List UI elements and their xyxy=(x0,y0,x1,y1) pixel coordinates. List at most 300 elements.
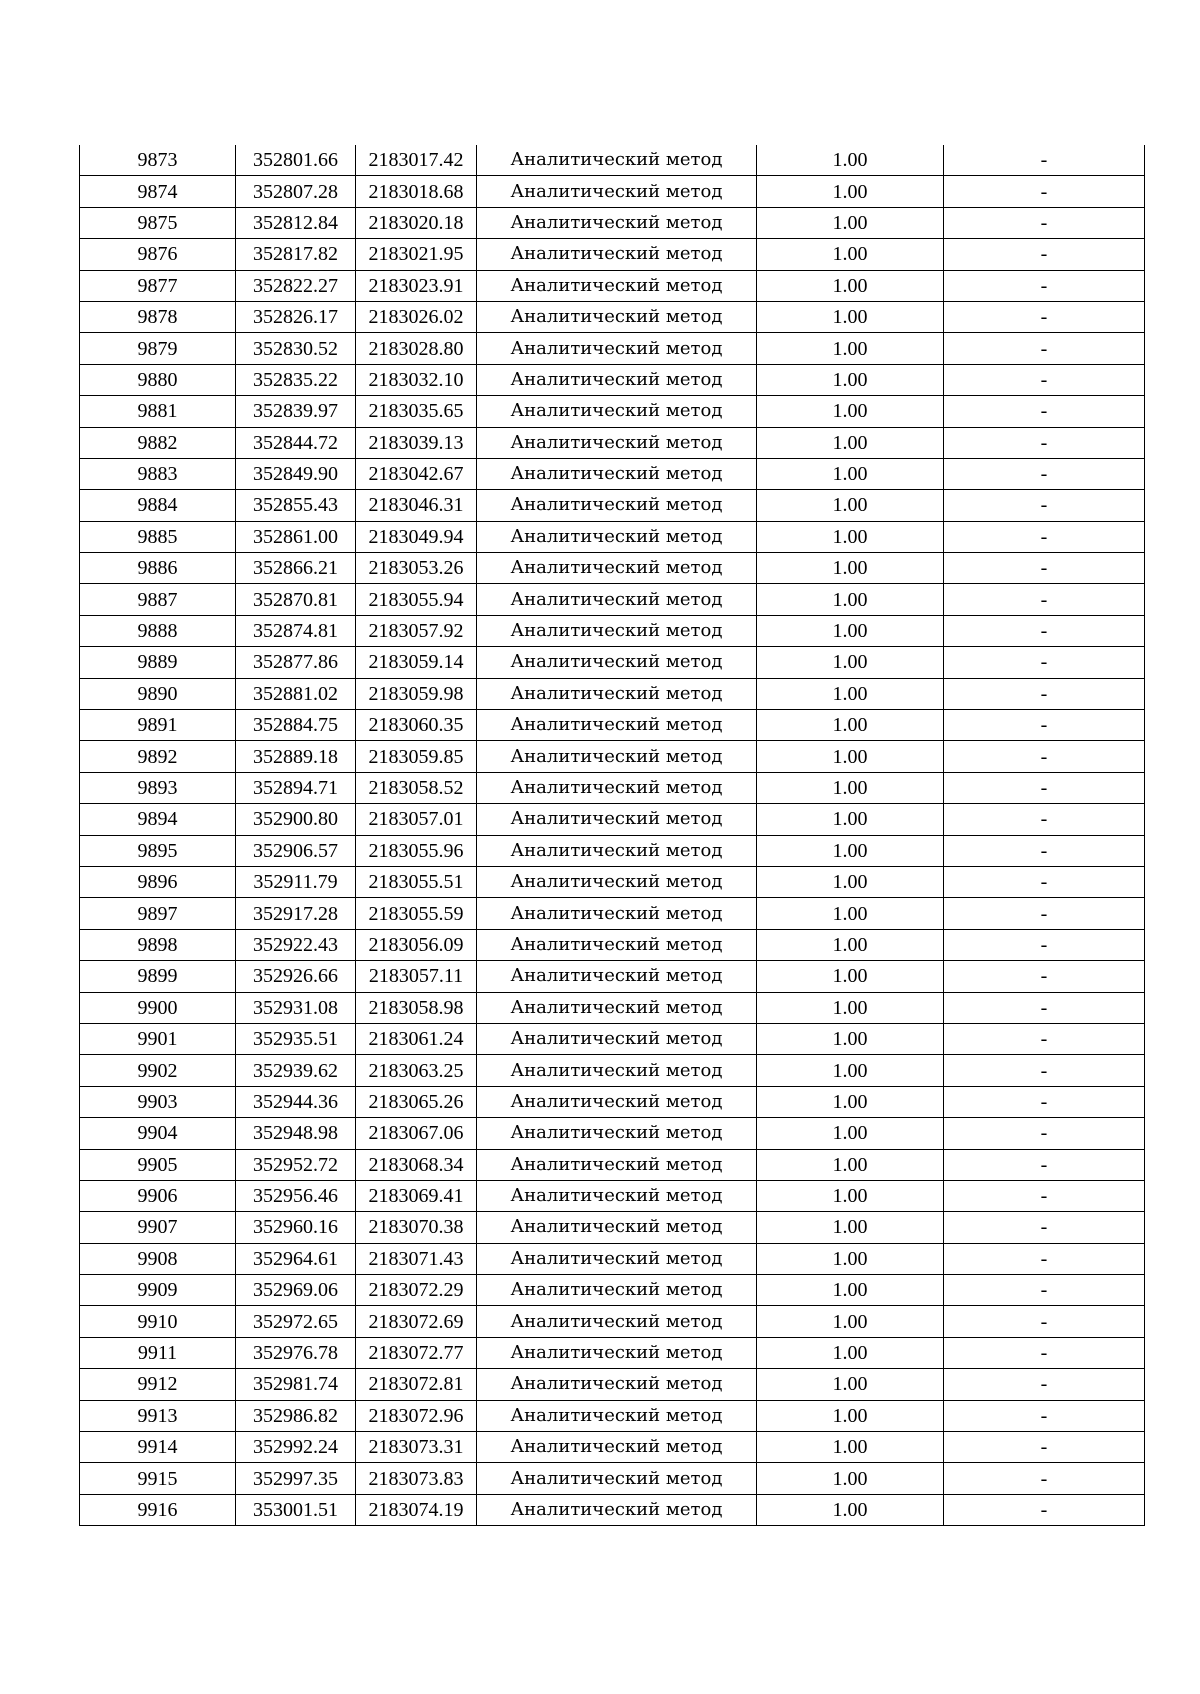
precision-cell: 1.00 xyxy=(757,270,944,301)
description-cell: - xyxy=(944,396,1145,427)
point-number-cell: 9910 xyxy=(80,1306,236,1337)
table-row xyxy=(80,490,1145,521)
description-cell: - xyxy=(944,1149,1145,1180)
point-number-cell: 9894 xyxy=(80,804,236,835)
y-coordinate-cell: 2183060.35 xyxy=(356,710,477,741)
x-coordinate-cell: 352948.98 xyxy=(236,1118,356,1149)
method-cell: Аналитический метод xyxy=(477,396,757,427)
x-coordinate-cell: 352997.35 xyxy=(236,1463,356,1494)
method-cell: Аналитический метод xyxy=(477,1494,757,1525)
x-coordinate-cell: 352917.28 xyxy=(236,898,356,929)
table-row xyxy=(80,1023,1145,1054)
table-row xyxy=(80,1055,1145,1086)
table-row xyxy=(80,1432,1145,1463)
precision-cell: 1.00 xyxy=(757,1337,944,1368)
method-cell: Аналитический метод xyxy=(477,992,757,1023)
point-number-cell: 9913 xyxy=(80,1400,236,1431)
method-cell: Аналитический метод xyxy=(477,270,757,301)
precision-cell: 1.00 xyxy=(757,741,944,772)
precision-cell: 1.00 xyxy=(757,678,944,709)
table-row xyxy=(80,364,1145,395)
table-row xyxy=(80,521,1145,552)
description-cell: - xyxy=(944,1180,1145,1211)
method-cell: Аналитический метод xyxy=(477,1118,757,1149)
description-cell: - xyxy=(944,647,1145,678)
precision-cell: 1.00 xyxy=(757,176,944,207)
point-number-cell: 9880 xyxy=(80,364,236,395)
point-number-cell: 9873 xyxy=(80,145,236,176)
point-number-cell: 9888 xyxy=(80,615,236,646)
y-coordinate-cell: 2183055.59 xyxy=(356,898,477,929)
description-cell: - xyxy=(944,1086,1145,1117)
precision-cell: 1.00 xyxy=(757,145,944,176)
precision-cell: 1.00 xyxy=(757,301,944,332)
table-row xyxy=(80,396,1145,427)
y-coordinate-cell: 2183072.77 xyxy=(356,1337,477,1368)
x-coordinate-cell: 352822.27 xyxy=(236,270,356,301)
precision-cell: 1.00 xyxy=(757,1306,944,1337)
point-number-cell: 9915 xyxy=(80,1463,236,1494)
table-row xyxy=(80,301,1145,332)
x-coordinate-cell: 352866.21 xyxy=(236,553,356,584)
point-number-cell: 9892 xyxy=(80,741,236,772)
y-coordinate-cell: 2183069.41 xyxy=(356,1180,477,1211)
description-cell: - xyxy=(944,1337,1145,1368)
point-number-cell: 9882 xyxy=(80,427,236,458)
precision-cell: 1.00 xyxy=(757,1400,944,1431)
x-coordinate-cell: 352874.81 xyxy=(236,615,356,646)
description-cell: - xyxy=(944,1275,1145,1306)
method-cell: Аналитический метод xyxy=(477,866,757,897)
point-number-cell: 9878 xyxy=(80,301,236,332)
table-row xyxy=(80,1180,1145,1211)
method-cell: Аналитический метод xyxy=(477,1400,757,1431)
coordinates-table-body xyxy=(80,145,1145,1526)
x-coordinate-cell: 352801.66 xyxy=(236,145,356,176)
table-row xyxy=(80,427,1145,458)
table-row xyxy=(80,145,1145,176)
description-cell: - xyxy=(944,490,1145,521)
table-row xyxy=(80,1369,1145,1400)
x-coordinate-cell: 352835.22 xyxy=(236,364,356,395)
y-coordinate-cell: 2183023.91 xyxy=(356,270,477,301)
y-coordinate-cell: 2183056.09 xyxy=(356,929,477,960)
description-cell: - xyxy=(944,866,1145,897)
table-row xyxy=(80,239,1145,270)
point-number-cell: 9899 xyxy=(80,961,236,992)
x-coordinate-cell: 352870.81 xyxy=(236,584,356,615)
x-coordinate-cell: 352889.18 xyxy=(236,741,356,772)
method-cell: Аналитический метод xyxy=(477,1463,757,1494)
y-coordinate-cell: 2183032.10 xyxy=(356,364,477,395)
point-number-cell: 9906 xyxy=(80,1180,236,1211)
method-cell: Аналитический метод xyxy=(477,333,757,364)
x-coordinate-cell: 352960.16 xyxy=(236,1212,356,1243)
method-cell: Аналитический метод xyxy=(477,239,757,270)
point-number-cell: 9916 xyxy=(80,1494,236,1525)
table-row xyxy=(80,1494,1145,1525)
method-cell: Аналитический метод xyxy=(477,929,757,960)
y-coordinate-cell: 2183057.01 xyxy=(356,804,477,835)
x-coordinate-cell: 352956.46 xyxy=(236,1180,356,1211)
point-number-cell: 9886 xyxy=(80,553,236,584)
method-cell: Аналитический метод xyxy=(477,1337,757,1368)
method-cell: Аналитический метод xyxy=(477,176,757,207)
method-cell: Аналитический метод xyxy=(477,804,757,835)
x-coordinate-cell: 352911.79 xyxy=(236,866,356,897)
table-row xyxy=(80,678,1145,709)
point-number-cell: 9904 xyxy=(80,1118,236,1149)
point-number-cell: 9889 xyxy=(80,647,236,678)
x-coordinate-cell: 352969.06 xyxy=(236,1275,356,1306)
table-row xyxy=(80,207,1145,238)
precision-cell: 1.00 xyxy=(757,333,944,364)
y-coordinate-cell: 2183021.95 xyxy=(356,239,477,270)
point-number-cell: 9900 xyxy=(80,992,236,1023)
precision-cell: 1.00 xyxy=(757,207,944,238)
x-coordinate-cell: 352986.82 xyxy=(236,1400,356,1431)
x-coordinate-cell: 352884.75 xyxy=(236,710,356,741)
method-cell: Аналитический метод xyxy=(477,1023,757,1054)
method-cell: Аналитический метод xyxy=(477,647,757,678)
precision-cell: 1.00 xyxy=(757,553,944,584)
method-cell: Аналитический метод xyxy=(477,458,757,489)
precision-cell: 1.00 xyxy=(757,615,944,646)
x-coordinate-cell: 352935.51 xyxy=(236,1023,356,1054)
description-cell: - xyxy=(944,1212,1145,1243)
precision-cell: 1.00 xyxy=(757,1149,944,1180)
y-coordinate-cell: 2183039.13 xyxy=(356,427,477,458)
description-cell: - xyxy=(944,992,1145,1023)
point-number-cell: 9885 xyxy=(80,521,236,552)
table-row xyxy=(80,804,1145,835)
description-cell: - xyxy=(944,615,1145,646)
point-number-cell: 9884 xyxy=(80,490,236,521)
precision-cell: 1.00 xyxy=(757,521,944,552)
x-coordinate-cell: 352849.90 xyxy=(236,458,356,489)
y-coordinate-cell: 2183063.25 xyxy=(356,1055,477,1086)
precision-cell: 1.00 xyxy=(757,961,944,992)
precision-cell: 1.00 xyxy=(757,364,944,395)
description-cell: - xyxy=(944,1306,1145,1337)
table-row xyxy=(80,992,1145,1023)
method-cell: Аналитический метод xyxy=(477,772,757,803)
description-cell: - xyxy=(944,239,1145,270)
table-row xyxy=(80,458,1145,489)
y-coordinate-cell: 2183059.14 xyxy=(356,647,477,678)
precision-cell: 1.00 xyxy=(757,898,944,929)
x-coordinate-cell: 352939.62 xyxy=(236,1055,356,1086)
method-cell: Аналитический метод xyxy=(477,584,757,615)
description-cell: - xyxy=(944,804,1145,835)
y-coordinate-cell: 2183071.43 xyxy=(356,1243,477,1274)
point-number-cell: 9898 xyxy=(80,929,236,960)
y-coordinate-cell: 2183073.83 xyxy=(356,1463,477,1494)
method-cell: Аналитический метод xyxy=(477,1212,757,1243)
description-cell: - xyxy=(944,678,1145,709)
y-coordinate-cell: 2183058.98 xyxy=(356,992,477,1023)
precision-cell: 1.00 xyxy=(757,1275,944,1306)
description-cell: - xyxy=(944,835,1145,866)
table-row xyxy=(80,835,1145,866)
method-cell: Аналитический метод xyxy=(477,1306,757,1337)
y-coordinate-cell: 2183072.81 xyxy=(356,1369,477,1400)
description-cell: - xyxy=(944,364,1145,395)
table-row xyxy=(80,176,1145,207)
x-coordinate-cell: 352826.17 xyxy=(236,301,356,332)
description-cell: - xyxy=(944,553,1145,584)
description-cell: - xyxy=(944,929,1145,960)
x-coordinate-cell: 353001.51 xyxy=(236,1494,356,1525)
table-row xyxy=(80,333,1145,364)
precision-cell: 1.00 xyxy=(757,772,944,803)
point-number-cell: 9896 xyxy=(80,866,236,897)
x-coordinate-cell: 352926.66 xyxy=(236,961,356,992)
description-cell: - xyxy=(944,1463,1145,1494)
point-number-cell: 9908 xyxy=(80,1243,236,1274)
method-cell: Аналитический метод xyxy=(477,678,757,709)
method-cell: Аналитический метод xyxy=(477,615,757,646)
x-coordinate-cell: 352964.61 xyxy=(236,1243,356,1274)
description-cell: - xyxy=(944,1118,1145,1149)
x-coordinate-cell: 352807.28 xyxy=(236,176,356,207)
precision-cell: 1.00 xyxy=(757,1369,944,1400)
x-coordinate-cell: 352944.36 xyxy=(236,1086,356,1117)
precision-cell: 1.00 xyxy=(757,1432,944,1463)
method-cell: Аналитический метод xyxy=(477,835,757,866)
description-cell: - xyxy=(944,1400,1145,1431)
x-coordinate-cell: 352931.08 xyxy=(236,992,356,1023)
description-cell: - xyxy=(944,1494,1145,1525)
table-row xyxy=(80,1306,1145,1337)
description-cell: - xyxy=(944,176,1145,207)
description-cell: - xyxy=(944,1369,1145,1400)
x-coordinate-cell: 352894.71 xyxy=(236,772,356,803)
point-number-cell: 9912 xyxy=(80,1369,236,1400)
table-row xyxy=(80,1212,1145,1243)
point-number-cell: 9877 xyxy=(80,270,236,301)
description-cell: - xyxy=(944,741,1145,772)
y-coordinate-cell: 2183058.52 xyxy=(356,772,477,803)
point-number-cell: 9911 xyxy=(80,1337,236,1368)
precision-cell: 1.00 xyxy=(757,1243,944,1274)
y-coordinate-cell: 2183072.96 xyxy=(356,1400,477,1431)
description-cell: - xyxy=(944,1055,1145,1086)
method-cell: Аналитический метод xyxy=(477,1369,757,1400)
x-coordinate-cell: 352972.65 xyxy=(236,1306,356,1337)
point-number-cell: 9897 xyxy=(80,898,236,929)
x-coordinate-cell: 352877.86 xyxy=(236,647,356,678)
point-number-cell: 9902 xyxy=(80,1055,236,1086)
precision-cell: 1.00 xyxy=(757,458,944,489)
y-coordinate-cell: 2183059.98 xyxy=(356,678,477,709)
method-cell: Аналитический метод xyxy=(477,898,757,929)
precision-cell: 1.00 xyxy=(757,490,944,521)
y-coordinate-cell: 2183026.02 xyxy=(356,301,477,332)
y-coordinate-cell: 2183035.65 xyxy=(356,396,477,427)
table-row xyxy=(80,1463,1145,1494)
method-cell: Аналитический метод xyxy=(477,521,757,552)
precision-cell: 1.00 xyxy=(757,1023,944,1054)
point-number-cell: 9914 xyxy=(80,1432,236,1463)
table-row xyxy=(80,1400,1145,1431)
precision-cell: 1.00 xyxy=(757,1180,944,1211)
x-coordinate-cell: 352844.72 xyxy=(236,427,356,458)
point-number-cell: 9905 xyxy=(80,1149,236,1180)
x-coordinate-cell: 352992.24 xyxy=(236,1432,356,1463)
y-coordinate-cell: 2183073.31 xyxy=(356,1432,477,1463)
precision-cell: 1.00 xyxy=(757,1118,944,1149)
precision-cell: 1.00 xyxy=(757,992,944,1023)
x-coordinate-cell: 352855.43 xyxy=(236,490,356,521)
y-coordinate-cell: 2183053.26 xyxy=(356,553,477,584)
precision-cell: 1.00 xyxy=(757,866,944,897)
y-coordinate-cell: 2183067.06 xyxy=(356,1118,477,1149)
x-coordinate-cell: 352981.74 xyxy=(236,1369,356,1400)
point-number-cell: 9901 xyxy=(80,1023,236,1054)
point-number-cell: 9895 xyxy=(80,835,236,866)
x-coordinate-cell: 352906.57 xyxy=(236,835,356,866)
method-cell: Аналитический метод xyxy=(477,1243,757,1274)
method-cell: Аналитический метод xyxy=(477,961,757,992)
description-cell: - xyxy=(944,145,1145,176)
x-coordinate-cell: 352881.02 xyxy=(236,678,356,709)
method-cell: Аналитический метод xyxy=(477,364,757,395)
table-row xyxy=(80,710,1145,741)
method-cell: Аналитический метод xyxy=(477,1432,757,1463)
description-cell: - xyxy=(944,333,1145,364)
point-number-cell: 9891 xyxy=(80,710,236,741)
y-coordinate-cell: 2183059.85 xyxy=(356,741,477,772)
description-cell: - xyxy=(944,584,1145,615)
method-cell: Аналитический метод xyxy=(477,1275,757,1306)
point-number-cell: 9887 xyxy=(80,584,236,615)
description-cell: - xyxy=(944,1023,1145,1054)
method-cell: Аналитический метод xyxy=(477,1149,757,1180)
method-cell: Аналитический метод xyxy=(477,1180,757,1211)
precision-cell: 1.00 xyxy=(757,1055,944,1086)
point-number-cell: 9907 xyxy=(80,1212,236,1243)
method-cell: Аналитический метод xyxy=(477,490,757,521)
x-coordinate-cell: 352817.82 xyxy=(236,239,356,270)
description-cell: - xyxy=(944,772,1145,803)
y-coordinate-cell: 2183020.18 xyxy=(356,207,477,238)
precision-cell: 1.00 xyxy=(757,1463,944,1494)
method-cell: Аналитический метод xyxy=(477,301,757,332)
description-cell: - xyxy=(944,301,1145,332)
table-row xyxy=(80,615,1145,646)
y-coordinate-cell: 2183028.80 xyxy=(356,333,477,364)
y-coordinate-cell: 2183046.31 xyxy=(356,490,477,521)
table-row xyxy=(80,1337,1145,1368)
coordinates-table xyxy=(79,145,1145,1526)
method-cell: Аналитический метод xyxy=(477,207,757,238)
table-row xyxy=(80,1243,1145,1274)
table-row xyxy=(80,553,1145,584)
precision-cell: 1.00 xyxy=(757,835,944,866)
precision-cell: 1.00 xyxy=(757,710,944,741)
description-cell: - xyxy=(944,521,1145,552)
x-coordinate-cell: 352812.84 xyxy=(236,207,356,238)
y-coordinate-cell: 2183065.26 xyxy=(356,1086,477,1117)
y-coordinate-cell: 2183057.11 xyxy=(356,961,477,992)
description-cell: - xyxy=(944,207,1145,238)
precision-cell: 1.00 xyxy=(757,929,944,960)
description-cell: - xyxy=(944,1432,1145,1463)
table-row xyxy=(80,898,1145,929)
precision-cell: 1.00 xyxy=(757,1086,944,1117)
precision-cell: 1.00 xyxy=(757,396,944,427)
table-row xyxy=(80,647,1145,678)
description-cell: - xyxy=(944,270,1145,301)
method-cell: Аналитический метод xyxy=(477,1055,757,1086)
point-number-cell: 9876 xyxy=(80,239,236,270)
description-cell: - xyxy=(944,458,1145,489)
y-coordinate-cell: 2183070.38 xyxy=(356,1212,477,1243)
y-coordinate-cell: 2183017.42 xyxy=(356,145,477,176)
point-number-cell: 9909 xyxy=(80,1275,236,1306)
description-cell: - xyxy=(944,898,1145,929)
method-cell: Аналитический метод xyxy=(477,710,757,741)
point-number-cell: 9874 xyxy=(80,176,236,207)
y-coordinate-cell: 2183057.92 xyxy=(356,615,477,646)
y-coordinate-cell: 2183072.69 xyxy=(356,1306,477,1337)
method-cell: Аналитический метод xyxy=(477,145,757,176)
precision-cell: 1.00 xyxy=(757,584,944,615)
table-row xyxy=(80,1118,1145,1149)
x-coordinate-cell: 352861.00 xyxy=(236,521,356,552)
table-row xyxy=(80,584,1145,615)
table-row xyxy=(80,741,1145,772)
description-cell: - xyxy=(944,1243,1145,1274)
y-coordinate-cell: 2183049.94 xyxy=(356,521,477,552)
table-row xyxy=(80,1086,1145,1117)
x-coordinate-cell: 352830.52 xyxy=(236,333,356,364)
x-coordinate-cell: 352900.80 xyxy=(236,804,356,835)
table-row xyxy=(80,961,1145,992)
x-coordinate-cell: 352952.72 xyxy=(236,1149,356,1180)
precision-cell: 1.00 xyxy=(757,1212,944,1243)
y-coordinate-cell: 2183055.51 xyxy=(356,866,477,897)
table-row xyxy=(80,1149,1145,1180)
point-number-cell: 9881 xyxy=(80,396,236,427)
table-row xyxy=(80,772,1145,803)
y-coordinate-cell: 2183074.19 xyxy=(356,1494,477,1525)
table-row xyxy=(80,866,1145,897)
y-coordinate-cell: 2183072.29 xyxy=(356,1275,477,1306)
y-coordinate-cell: 2183018.68 xyxy=(356,176,477,207)
point-number-cell: 9883 xyxy=(80,458,236,489)
point-number-cell: 9890 xyxy=(80,678,236,709)
precision-cell: 1.00 xyxy=(757,1494,944,1525)
point-number-cell: 9879 xyxy=(80,333,236,364)
point-number-cell: 9875 xyxy=(80,207,236,238)
y-coordinate-cell: 2183061.24 xyxy=(356,1023,477,1054)
table-row xyxy=(80,270,1145,301)
precision-cell: 1.00 xyxy=(757,427,944,458)
description-cell: - xyxy=(944,710,1145,741)
point-number-cell: 9893 xyxy=(80,772,236,803)
y-coordinate-cell: 2183055.94 xyxy=(356,584,477,615)
description-cell: - xyxy=(944,961,1145,992)
description-cell: - xyxy=(944,427,1145,458)
precision-cell: 1.00 xyxy=(757,804,944,835)
precision-cell: 1.00 xyxy=(757,647,944,678)
table-row xyxy=(80,929,1145,960)
table-row xyxy=(80,1275,1145,1306)
method-cell: Аналитический метод xyxy=(477,427,757,458)
method-cell: Аналитический метод xyxy=(477,741,757,772)
